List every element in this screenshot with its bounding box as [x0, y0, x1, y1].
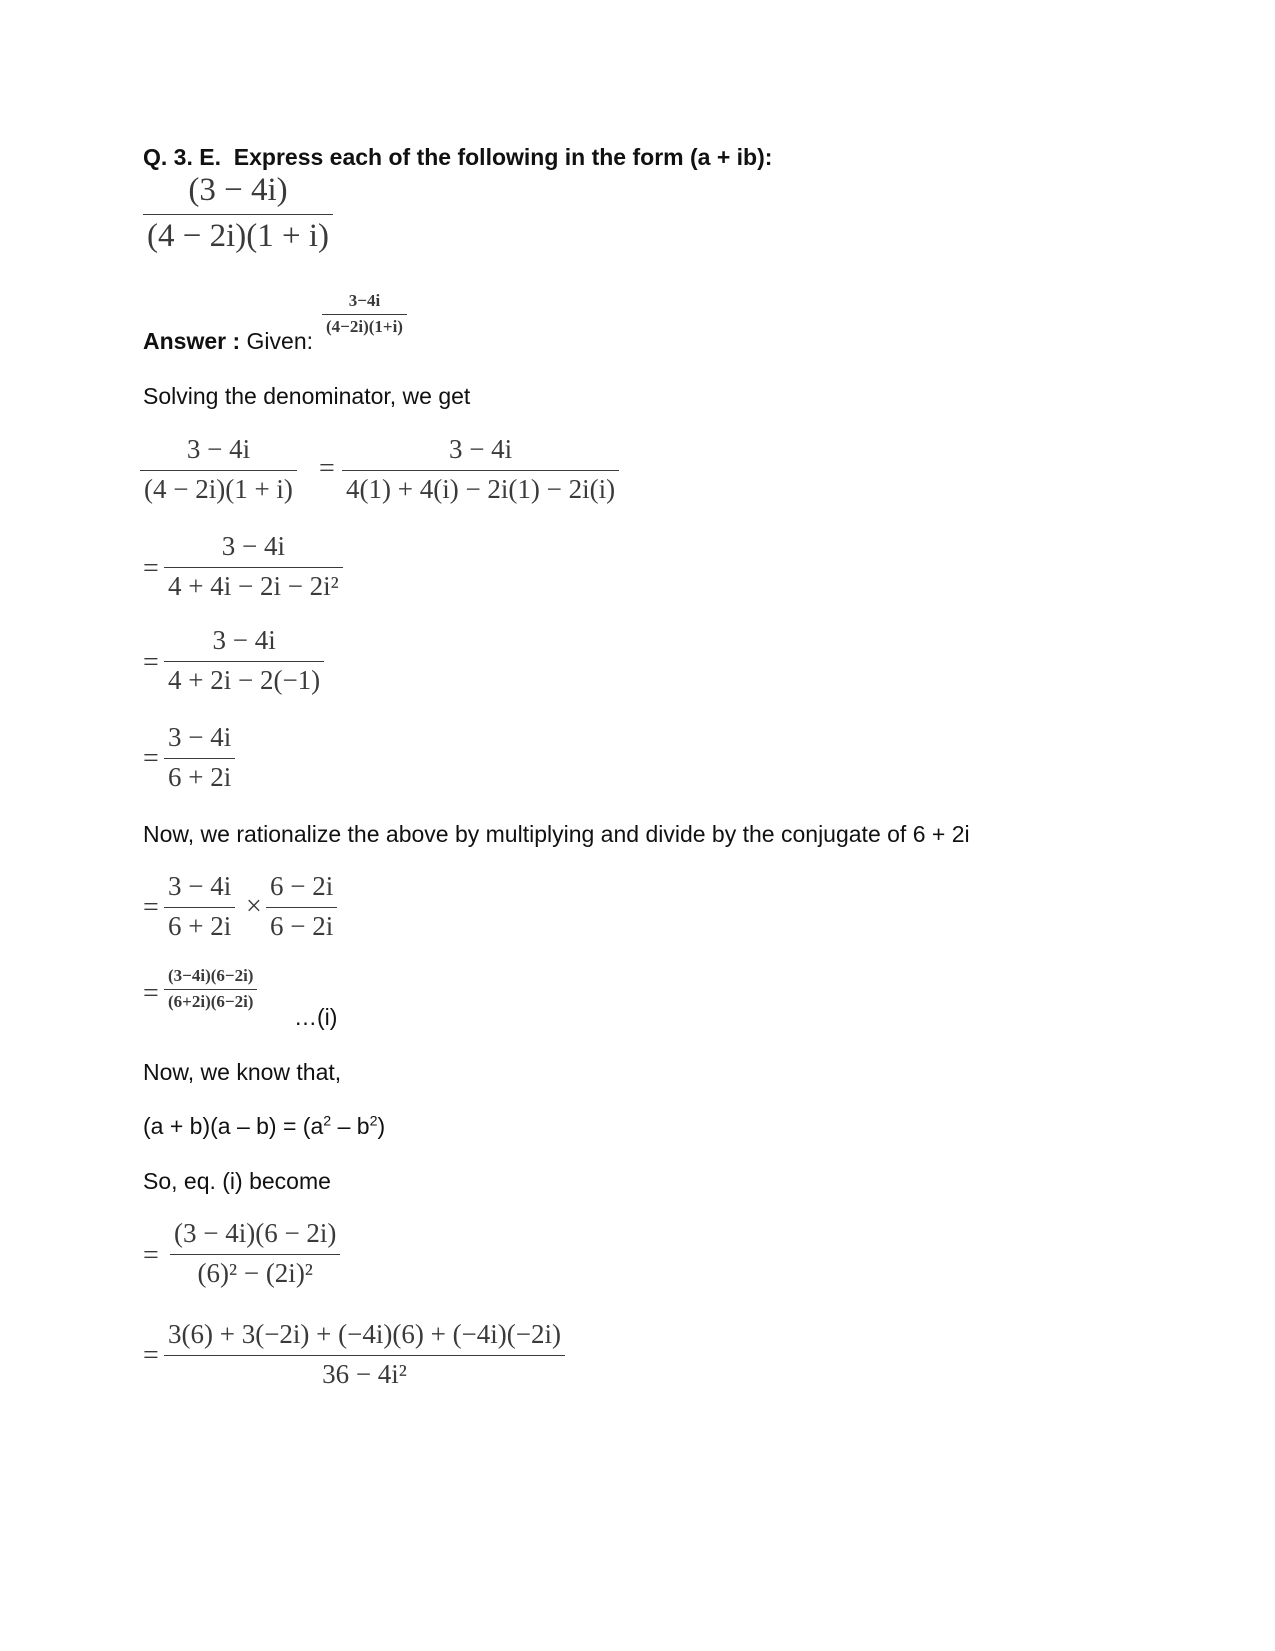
step2-fraction: [164, 531, 343, 602]
fraction-bar: [140, 470, 297, 471]
rationalize-text: Now, we rationalize the above by multiplying and divide by the conjugate of 6 + 2i: [143, 821, 970, 847]
know-that-text: Now, we know that,: [143, 1059, 342, 1085]
equals-sign: =: [143, 892, 159, 923]
fraction-denominator: 4(1) + 4(i) − 2i(1) − 2i(i): [346, 474, 616, 504]
fraction-numerator: 6 − 2i: [270, 871, 334, 901]
fraction-numerator: (3 − 4i): [188, 172, 288, 208]
step3-fraction: [164, 625, 324, 696]
fraction-numerator: 3−4i: [348, 291, 381, 310]
fraction-denominator: 6 + 2i: [168, 911, 232, 941]
fraction-numerator: 3 − 4i: [212, 625, 276, 655]
fraction-bar: [143, 214, 333, 215]
identity-formula: [143, 1113, 385, 1140]
step1-right-fraction: [342, 434, 619, 505]
fraction-numerator: (3 − 4i)(6 − 2i): [174, 1218, 337, 1248]
fraction-denominator: (4 − 2i)(1 + i): [147, 218, 330, 254]
fraction-denominator: (6+2i)(6−2i): [168, 992, 254, 1011]
question-heading: [143, 144, 772, 171]
fraction-denominator: (4 − 2i)(1 + i): [144, 474, 293, 504]
equals-sign: =: [319, 453, 335, 484]
fraction-bar: [342, 470, 619, 471]
exponent: 2: [369, 1113, 378, 1130]
equals-sign: =: [143, 1240, 159, 1271]
step8-fraction: [164, 1319, 565, 1390]
fraction-denominator: 36 − 4i²: [322, 1359, 407, 1389]
question-label: Q. 3. E.: [143, 144, 221, 170]
step6-fraction: [164, 966, 257, 1012]
equals-sign: =: [143, 1340, 159, 1371]
fraction-numerator: 3 − 4i: [186, 434, 251, 464]
solving-text: Solving the denominator, we get: [143, 383, 471, 409]
identity-part: ): [377, 1113, 386, 1139]
fraction-bar: [164, 907, 235, 908]
identity-part: – b: [331, 1113, 370, 1139]
fraction-bar: [170, 1254, 340, 1255]
fraction-denominator: 4 + 2i − 2(−1): [168, 665, 321, 695]
step5-fraction-2: [266, 871, 337, 942]
question-prompt: Express each of the following in the form (a + ib):: [233, 144, 773, 170]
step4-fraction: [164, 722, 235, 793]
identity-part: (a + b)(a – b) = (a: [143, 1113, 324, 1139]
fraction-denominator: 4 + 4i − 2i − 2i²: [168, 571, 339, 601]
equals-sign: =: [143, 743, 159, 774]
fraction-denominator: (4−2i)(1+i): [326, 317, 403, 336]
fraction-bar: [266, 907, 337, 908]
question-expression: [143, 172, 333, 255]
equals-sign: =: [143, 647, 159, 678]
fraction-numerator: 3 − 4i: [168, 722, 232, 752]
given-text: Given:: [246, 328, 314, 354]
exponent: 2: [323, 1113, 332, 1130]
equals-sign: =: [143, 978, 159, 1009]
fraction-bar: [164, 661, 324, 662]
answer-label: Answer :: [143, 328, 241, 354]
fraction-numerator: 3 − 4i: [221, 531, 285, 561]
equals-sign: =: [143, 553, 159, 584]
step7-fraction: [170, 1218, 340, 1289]
fraction-bar: [322, 314, 407, 315]
so-eq-text: So, eq. (i) become: [143, 1168, 331, 1194]
fraction-bar: [164, 1355, 565, 1356]
fraction-bar: [164, 989, 257, 990]
fraction-bar: [164, 758, 235, 759]
fraction-denominator: (6)² − (2i)²: [197, 1258, 313, 1288]
fraction-numerator: 3(6) + 3(−2i) + (−4i)(6) + (−4i)(−2i): [168, 1319, 561, 1349]
times-sign: ×: [246, 891, 262, 922]
fraction-denominator: 6 + 2i: [168, 762, 232, 792]
fraction-denominator: 6 − 2i: [270, 911, 334, 941]
given-fraction: [322, 291, 407, 337]
fraction-bar: [164, 567, 343, 568]
fraction-numerator: 3 − 4i: [168, 871, 232, 901]
answer-line: [143, 328, 313, 355]
fraction-numerator: 3 − 4i: [448, 434, 513, 464]
fraction-numerator: (3−4i)(6−2i): [168, 966, 254, 985]
step1-left-fraction: [140, 434, 297, 505]
step5-fraction-1: [164, 871, 235, 942]
equation-tag: …(i): [294, 1004, 338, 1030]
